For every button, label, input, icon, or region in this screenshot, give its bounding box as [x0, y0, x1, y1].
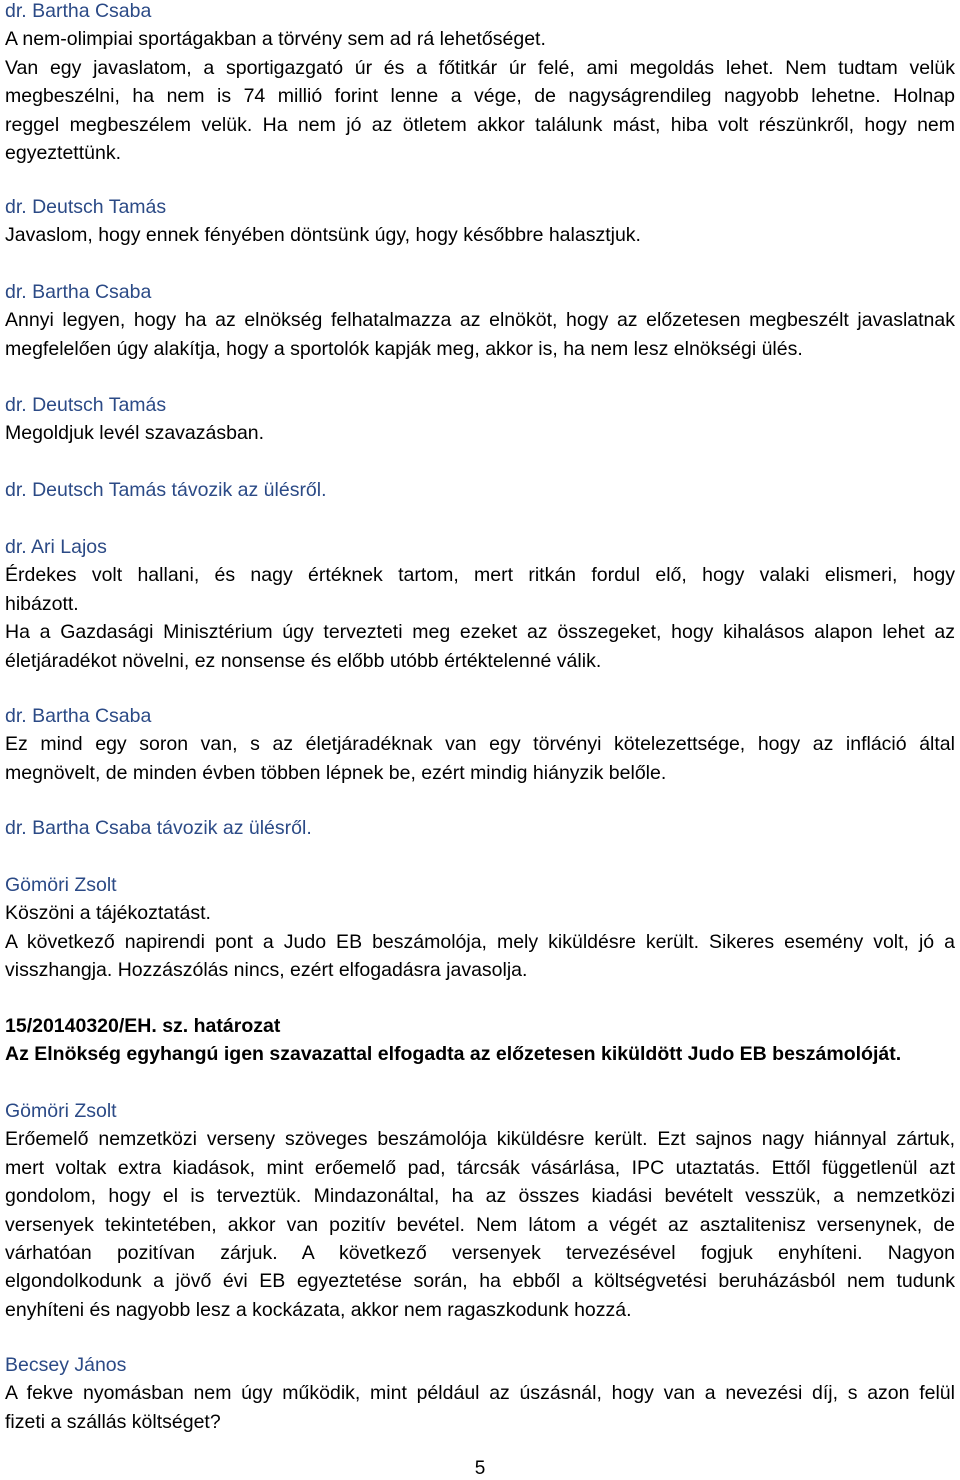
speech-line: A nem-olimpiai sportágakban a törvény sem ad rá lehetőséget. — [5, 28, 546, 51]
resolution-text: Az Elnökség egyhangú igen szavazattal elfogadta az előzetesen kiküldött Judo EB beszámolóját. — [5, 1043, 902, 1066]
speech-line: mert voltak extra kiadások, mint erőemelő pad, tárcsák vásárlása, IPC utaztatás. Ettől függetlenül azt — [5, 1156, 955, 1179]
speaker-name: Gömöri Zsolt — [5, 874, 117, 896]
speech-line: Köszöni a tájékoztatást. — [5, 902, 211, 925]
speaker-name: Becsey János — [5, 1354, 127, 1376]
speech-block — [5, 1097, 955, 1324]
note-block — [5, 476, 955, 504]
speech-line: Ha a Gazdasági Minisztérium úgy tervezteti meg ezeket az összegeket, hogy kihalásos alapon lehet az — [5, 621, 955, 644]
speaker-name: Gömöri Zsolt — [5, 1100, 117, 1122]
speech-line: megnövelt, de minden évben többen lépnek be, ezért mindig hiányzik belőle. — [5, 761, 667, 784]
speech-line: egyeztettünk. — [5, 142, 121, 165]
speech-line: Ez mind egy soron van, s az életjáradéknak van egy törvényi kötelezettsége, hogy az infláció által — [5, 733, 955, 756]
speech-line: enyhíteni és nagyobb lesz a kockázata, akkor nem ragaszkodunk hozzá. — [5, 1298, 632, 1321]
speaker-name: dr. Ari Lajos — [5, 536, 107, 558]
speech-line: Van egy javaslatom, a sportigazgató úr és a főtitkár úr felé, ami megoldás lehet. Nem tudtam velük — [5, 56, 955, 79]
resolution-number: 15/20140320/EH. sz. határozat — [5, 1015, 281, 1037]
speech-block — [5, 702, 955, 787]
note-block — [5, 814, 955, 842]
speech-line: A fekve nyomásban nem úgy működik, mint például az úszásnál, hogy van a nevezési díj, s azon felül — [5, 1382, 955, 1405]
resolution-block — [5, 1012, 955, 1069]
speech-line: versenyek tekintetében, akkor van pozitív bevétel. Nem látom a végét az asztalitenisz versenynek, de — [5, 1213, 955, 1236]
speech-block — [5, 391, 955, 448]
speech-line: reggel megbeszélem velük. Ha nem jó az ötletem akkor találunk mást, hiba volt részünkről, hogy nem — [5, 113, 955, 136]
speech-block — [5, 278, 955, 363]
speech-block — [5, 193, 955, 250]
speech-line: Erőemelő nemzetközi verseny szöveges beszámolója kiküldésre került. Ezt sajnos nagy hiánnyal zártuk, — [5, 1128, 955, 1151]
speech-line: Javaslom, hogy ennek fényében döntsünk úgy, hogy későbbre halasztjuk. — [5, 224, 641, 247]
speech-line: Annyi legyen, hogy ha az elnökség felhatalmazza az elnököt, hogy az előzetesen megbeszélt javaslatnak — [5, 309, 955, 332]
speech-line: A következő napirendi pont a Judo EB beszámolója, mely kiküldésre került. Sikeres esemény volt, jó a — [5, 930, 955, 953]
speaker-name: dr. Bartha Csaba — [5, 705, 152, 727]
speaker-name: dr. Bartha Csaba — [5, 0, 152, 22]
departure-note: dr. Deutsch Tamás távozik az ülésről. — [5, 479, 327, 501]
speech-line: fizeti a szállás költséget? — [5, 1410, 221, 1433]
speech-line: megfelelően úgy alakítja, hogy a sportolók kapják meg, akkor is, ha nem lesz elnökségi ülés. — [5, 337, 803, 360]
speech-block — [5, 871, 955, 985]
speech-line: hibázott. — [5, 592, 79, 615]
speech-line: elgondolkodunk a jövő évi EB egyeztetése során, ha ebből a költségvetési beruházásból nem tudunk — [5, 1270, 955, 1293]
speaker-name: dr. Deutsch Tamás — [5, 196, 167, 218]
speaker-name: dr. Bartha Csaba — [5, 281, 152, 303]
speech-line: gondolom, hogy el is terveztük. Mindazonáltal, ha az összes kiadási bevételt vesszük, a nemzetközi — [5, 1185, 955, 1208]
page-number: 5 — [474, 1458, 486, 1479]
speech-block — [5, 533, 955, 675]
speech-block — [5, 1351, 955, 1436]
speech-line: Megoldjuk levél szavazásban. — [5, 422, 265, 445]
speech-line: Érdekes volt hallani, és nagy értéknek tartom, mert ritkán fordul elő, hogy valaki elismeri, hogy — [5, 564, 955, 587]
speech-block — [5, 0, 955, 167]
speech-line: várhatóan pozitívan zárjuk. A következő versenyek tervezésével fogjuk enyhíteni. Nagyon — [5, 1242, 955, 1265]
speaker-name: dr. Deutsch Tamás — [5, 394, 167, 416]
speech-line: életjáradékot növelni, ez nonsense és előbb utóbb értéktelenné válik. — [5, 649, 602, 672]
departure-note: dr. Bartha Csaba távozik az ülésről. — [5, 817, 312, 839]
speech-line: megbeszélni, ha nem is 74 millió forint lenne a vége, de nagyságrendileg nagyobb lehetne. Holnap — [5, 85, 955, 108]
speech-line: visszhangja. Hozzászólás nincs, ezért elfogadásra javasolja. — [5, 959, 528, 982]
